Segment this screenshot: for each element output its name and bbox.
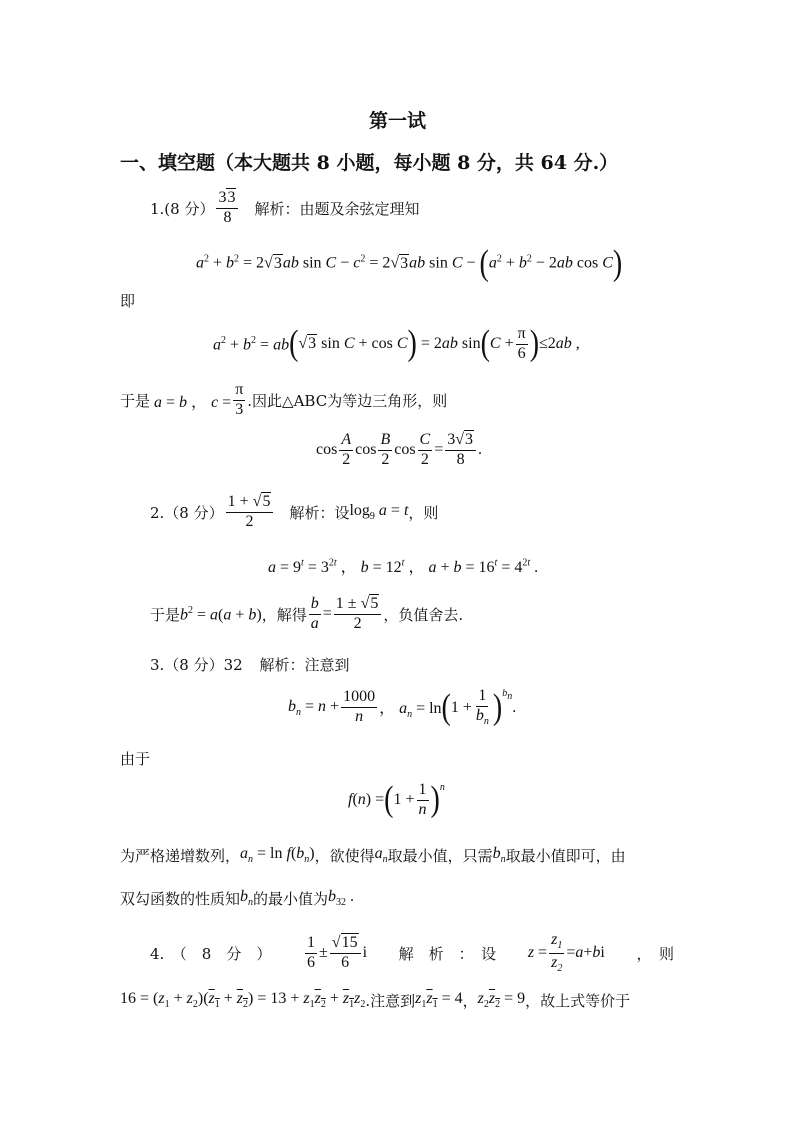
q2-label: 2.（8 分）: [150, 503, 224, 522]
q2-answer: $\frac{1 + √5}{2}$: [226, 494, 274, 531]
page-title: 第一试: [369, 110, 427, 132]
q3-line4-b: ，欲使得: [314, 847, 375, 865]
q3-line4-d: 取最小值即可，由: [505, 847, 626, 865]
q1-answer: $\frac{33}{8}$: [216, 190, 238, 227]
q1-equation-3: cos $\frac{A}{2}$ cos $\frac{B}{2}$ cos $\frac{C}{2}$ = $\frac{3√3}{8}$ .: [316, 431, 483, 468]
q3-line5-b: 的最小值为: [253, 890, 329, 908]
q3-label: 3.（8 分）32: [150, 656, 243, 674]
q2-intro: 解析：设: [289, 503, 350, 522]
q2-line3-c: ，负值舍去.: [383, 605, 464, 624]
q4-line2-a: .注意到: [365, 992, 416, 1010]
q3-line5-a: 双勾函数的性质知: [120, 890, 241, 908]
q1-word-ji: 即: [120, 292, 136, 310]
q1-intro: 解析：由题及余弦定理知: [254, 199, 420, 218]
q1-label: 1.(8 分）: [150, 199, 215, 218]
q3-intro: 解析：注意到: [259, 656, 350, 674]
q2-line3-b: ，解得: [261, 605, 307, 624]
q4-intro-b: ， 则: [636, 944, 674, 963]
q3-line4-a: 为严格递增数列，: [120, 847, 241, 865]
q1-equation-1: $a^2 + b^2 = 2√3ab$ $\sin C - c^2 = 2√3ab$ $\sin C - (a^2 + b^2 - 2ab$ cos C): [196, 243, 623, 284]
q1-line3-a: 于是: [120, 391, 151, 410]
q3-line-4: 为严格递增数列， $a_n = \ln f(b_n)$ ，欲使得 $a_n$ 取最小值，只需 $b_n$ 取最小值即可，由: [120, 845, 626, 866]
q3-line4-c: 取最小值，只需: [387, 847, 493, 865]
q2-header: 2.（8 分） $\frac{1 + √5}{2}$ 解析：设 $\log_9 a = t$ ，则: [150, 493, 439, 530]
q1-equation-2: $a^2 + b^2$ = ab ( √3 sin C + cos C ) = 2ab sin ( C + $\frac{\pi}{6}$ ) ≤2ab ,: [213, 323, 580, 364]
q3-equation-1: $b_n = n$ + $\frac{1000}{n}$ ， $a_n = \ln$ ( 1 + $\frac{1}{b_n}$ ) $^{b_n}$ .: [288, 686, 517, 728]
q2-line3-a: 于是: [150, 605, 181, 624]
q4-line-2: $16 = (z_1 + z_2)(z_1 + z_2) = 13 + z_1z_2 + z_1z_2$ .注意到 $z_1z_1 = 4$ ， $z_2z_2 = 9$ ，故上式等价于: [120, 990, 631, 1011]
q2-equation-1: $a = 9^t = 3^{2t}$ ， $b = 12^t$ ， $a + b = 16^t = 4^{2t}$ .: [268, 557, 539, 576]
q3-word-youyu: 由于: [120, 750, 151, 768]
q2-intro-b: ，则: [408, 503, 439, 522]
q3-equation-2: f(n) = ( 1 + $\frac{1}{n}$ ) $^n$: [348, 779, 445, 820]
q4-label: 4. （ 8 分 ）: [150, 944, 272, 963]
section-heading: 一、填空题（本大题共 8 小题，每小题 8 分，共 64 分.）: [120, 152, 619, 174]
q4-line2-b: ，: [462, 992, 478, 1010]
q3-line-5: 双勾函数的性质知 $b_n$ 的最小值为 $b_{32}$ .: [120, 888, 355, 909]
q1-line3-b: .因此△ABC为等边三角形，则: [247, 391, 448, 410]
q2-line-3: 于是 $b^2 = a(a + b)$ ，解得 $\frac{b}{a}$ = $\frac{1 \pm √5}{2}$ ，负值舍去.: [150, 595, 464, 632]
q1-line-3: 于是 a = b ， c = $\frac{\pi}{3}$ .因此△ABC为等边三角形，则: [120, 381, 448, 418]
q4-line2-c: ，故上式等价于: [525, 992, 631, 1010]
q4-answer: $\frac{1}{6}$ ± $\frac{√15}{6}$ i: [307, 933, 368, 971]
q1-header: [150, 190, 420, 227]
q4-header: 4. （ 8 分 ） $\frac{1}{6}$ ± $\frac{√15}{6}$ i 解 析 ： 设 z = $\frac{z_1}{z_2}$ = a + b i ， 则: [150, 931, 674, 974]
q4-intro: 解 析 ： 设: [398, 944, 497, 963]
q3-header: [150, 654, 350, 675]
